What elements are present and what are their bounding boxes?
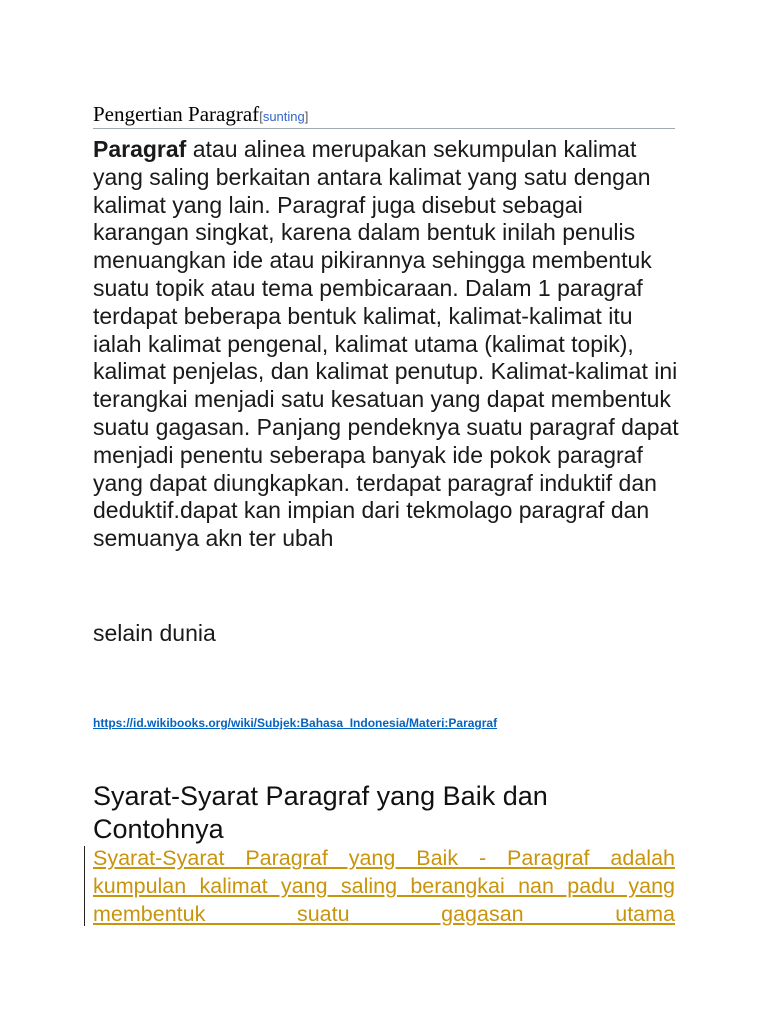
text-cursor-bar (84, 846, 85, 926)
section-title-syarat: Syarat-Syarat Paragraf yang Baik dan Contohnya (93, 781, 548, 844)
section-title-pengertian: Pengertian Paragraf (93, 102, 260, 126)
paragraph-text: atau alinea merupakan sekumpulan kalimat yang saling berkaitan antara kalimat yang satu dengan kalimat yang lain. Paragraf juga disebut sebagai karangan singkat, karena dalam bentuk inilah penulis menuangkan ide atau pikirannya sehingga membentuk suatu topik atau tema pembicaraan. Dalam 1 paragraf terdapat beberapa bentuk kalimat, kalimat-kalimat itu ialah kalimat pengenal, kalimat utama (kalimat topik), kalimat penjelas, dan kalimat penutup. Kalimat-kalimat ini terangkai menjadi satu kesatuan yang dapat membentuk suatu gagasan. Panjang pendeknya suatu paragraf dapat menjadi penentu seberapa banyak ide pokok paragraf yang dapat diungkapkan. terdapat paragraf induktif dan deduktif.dapat kan impian dari tekmolago paragraf dan semuanya akn ter ubah (93, 136, 679, 552)
bold-term: Paragraf (93, 136, 187, 162)
edit-bracket-open: [ (259, 109, 263, 124)
extra-line: selain dunia (93, 620, 216, 646)
section-heading (93, 102, 675, 129)
definition-paragraph (93, 136, 683, 553)
source-url-link[interactable]: https://id.wikibooks.org/wiki/Subjek:Bahasa_Indonesia/Materi:Paragraf (93, 716, 498, 730)
excerpt-link[interactable]: Syarat-Syarat Paragraf yang Baik - Paragraf adalah kumpulan kalimat yang saling berangkai nan padu yang membentuk suatu gagasan utama (93, 846, 675, 926)
edit-link[interactable]: sunting (262, 109, 305, 124)
edit-bracket-close: ] (304, 109, 309, 124)
